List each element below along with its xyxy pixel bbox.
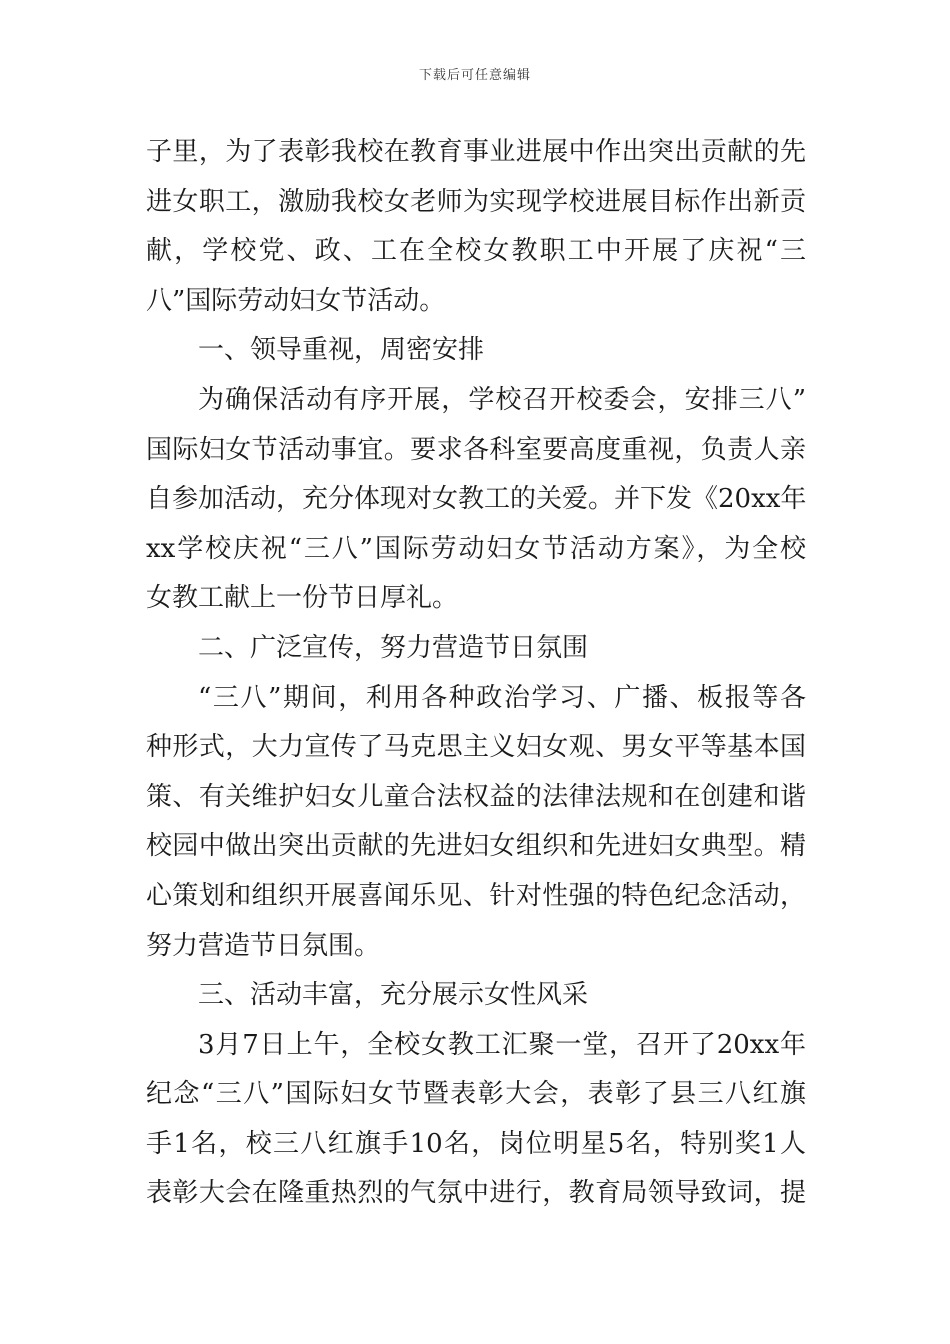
text-line: 为确保活动有序开展，学校召开校委会，安排三八” xyxy=(198,384,806,415)
section-heading-1: 一、领导重视，周密安排 xyxy=(198,335,485,366)
text-line: “三八”期间，利用各种政治学习、广播、板报等各 xyxy=(198,682,806,713)
text-line: 努力营造节日氛围。 xyxy=(146,930,381,961)
text-line: 表彰大会在隆重热烈的气氛中进行，教育局领导致词，提 xyxy=(146,1178,806,1209)
text-line: 进女职工，激励我校女老师为实现学校进展目标作出新贡 xyxy=(146,186,806,217)
text-line: 校园中做出突出贡献的先进妇女组织和先进妇女典型。精 xyxy=(146,831,806,862)
text-line: xx学校庆祝“三八”国际劳动妇女节活动方案》，为全校 xyxy=(146,533,806,564)
text-line: 手1名，校三八红旗手10名，岗位明星5名，特别奖1人 xyxy=(146,1128,806,1159)
section-heading-3: 三、活动丰富，充分展示女性风采 xyxy=(198,980,589,1011)
page-header-note: 下载后可任意编辑 xyxy=(418,68,531,83)
text-line: 献，学校党、政、工在全校女教职工中开展了庆祝“三 xyxy=(146,236,806,267)
text-line: 策、有关维护妇女儿童合法权益的法律法规和在创建和谐 xyxy=(146,781,806,812)
text-line: 自参加活动，充分体现对女教工的关爱。并下发《20xx年 xyxy=(146,484,807,515)
text-line: 心策划和组织开展喜闻乐见、针对性强的特色纪念活动， xyxy=(146,880,806,911)
text-line: 3月7日上午，全校女教工汇聚一堂，召开了20xx年 xyxy=(198,1029,806,1060)
text-line: 种形式，大力宣传了马克思主义妇女观、男女平等基本国 xyxy=(146,732,806,763)
text-line: 子里，为了表彰我校在教育事业进展中作出突出贡献的先 xyxy=(146,137,806,167)
section-heading-2: 二、广泛宣传，努力营造节日氛围 xyxy=(198,632,589,663)
text-line: 女教工献上一份节日厚礼。 xyxy=(146,583,459,614)
text-line: 纪念“三八”国际妇女节暨表彰大会，表彰了县三八红旗 xyxy=(146,1079,806,1110)
text-line: 八”国际劳动妇女节活动。 xyxy=(146,285,446,316)
text-line: 国际妇女节活动事宜。要求各科室要高度重视，负责人亲 xyxy=(146,434,806,465)
document-body xyxy=(146,128,806,1219)
